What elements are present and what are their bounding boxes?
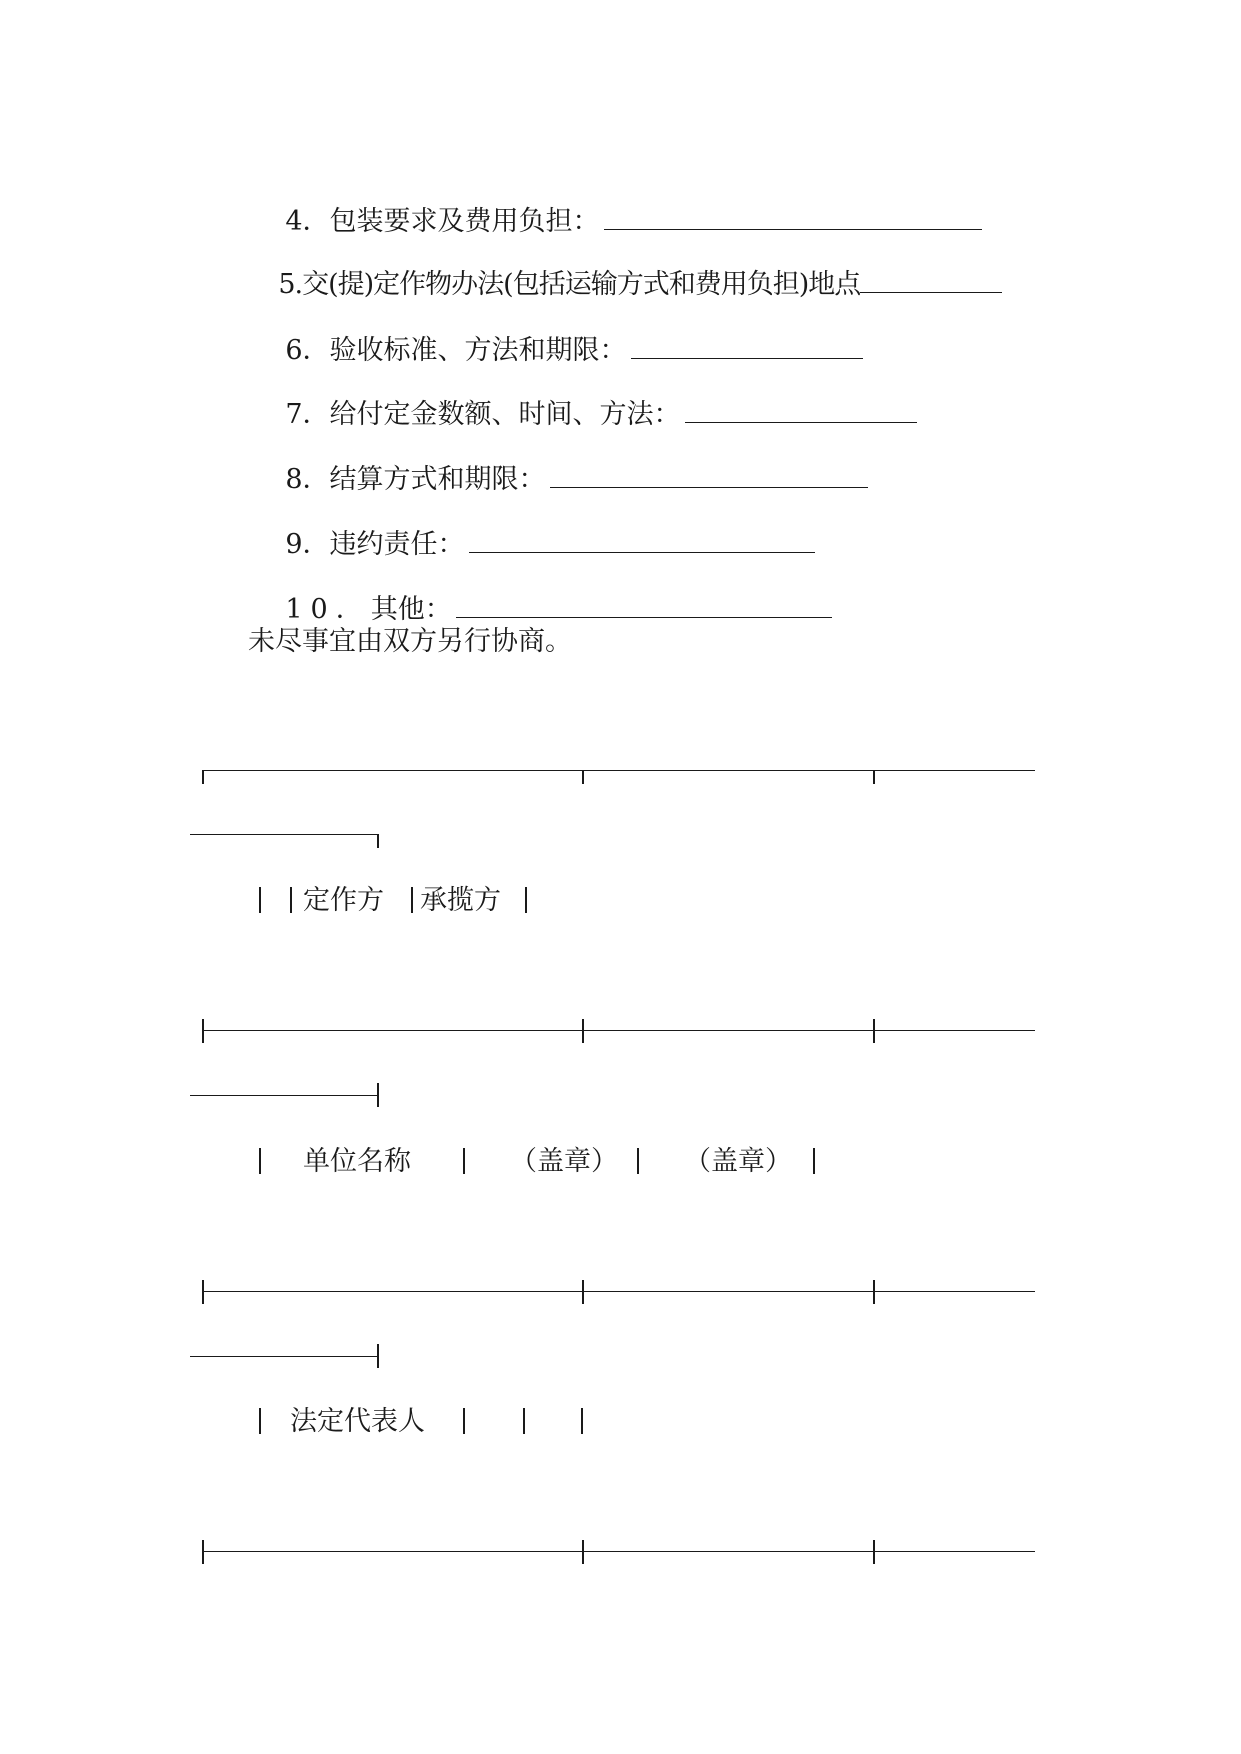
table-divider	[873, 770, 875, 784]
table-bar	[259, 1408, 261, 1434]
table-joint	[377, 1344, 379, 1368]
seal-party-b: （盖章）	[684, 1146, 792, 1177]
clause-label: 给付定金数额、时间、方法：	[329, 399, 681, 430]
table-bar	[813, 1148, 815, 1174]
table-corner	[202, 770, 204, 784]
table-bar	[290, 887, 292, 913]
table-bar	[463, 1148, 465, 1174]
table-joint	[582, 1540, 584, 1564]
table-joint	[582, 1280, 584, 1304]
table-joint	[202, 1280, 204, 1304]
clause-number: 5.	[278, 269, 303, 300]
table-joint	[377, 1083, 379, 1107]
clause-number: 4．	[285, 206, 330, 237]
fill-in-blank[interactable]	[685, 396, 917, 423]
table-bar	[411, 887, 413, 913]
clause-number: 7．	[285, 399, 330, 430]
clause-label: 违约责任：	[329, 529, 465, 560]
table-divider	[582, 770, 584, 784]
clause-number: 10．	[285, 594, 371, 625]
table-bar	[259, 887, 261, 913]
header-party-a: 定作方	[303, 885, 384, 916]
table-row-rule-wrap	[190, 1356, 377, 1357]
table-bar	[637, 1148, 639, 1174]
table-joint	[202, 1540, 204, 1564]
table-bar	[259, 1148, 261, 1174]
table-joint	[873, 1540, 875, 1564]
clause-label: 验收标准、方法和期限：	[329, 335, 627, 366]
legal-rep-label: 法定代表人	[290, 1406, 425, 1437]
fill-in-blank[interactable]	[604, 203, 982, 230]
table-joint	[202, 1019, 204, 1043]
fill-in-blank[interactable]	[469, 526, 815, 553]
clause-label: 其他：	[370, 594, 452, 625]
table-joint	[873, 1019, 875, 1043]
table-row-rule	[202, 1551, 1035, 1552]
table-row-rule	[202, 1291, 1035, 1292]
table-corner	[377, 834, 379, 848]
table-joint	[873, 1280, 875, 1304]
table-row-rule-wrap	[190, 1095, 377, 1096]
fill-in-blank[interactable]	[456, 591, 832, 618]
clause-label: 结算方式和期限：	[329, 464, 546, 495]
header-party-b: 承揽方	[420, 885, 501, 916]
closing-note: 未尽事宜由双方另行协商。	[248, 626, 572, 657]
table-bar	[525, 887, 527, 913]
table-bar	[523, 1408, 525, 1434]
clause-number: 8．	[285, 464, 330, 495]
clause-number: 6．	[285, 335, 330, 366]
clause-label: 包装要求及费用负担：	[329, 206, 600, 237]
seal-party-a: （盖章）	[510, 1146, 618, 1177]
table-joint	[582, 1019, 584, 1043]
unit-name-label: 单位名称	[303, 1146, 411, 1177]
table-bar	[463, 1408, 465, 1434]
table-top-rule-wrap	[190, 834, 377, 835]
clause-number: 9．	[285, 529, 330, 560]
table-top-rule	[202, 770, 1035, 771]
fill-in-blank[interactable]	[550, 461, 868, 488]
table-row-rule	[202, 1030, 1035, 1031]
clause-label: 交(提)定作物办法(包括运输方式和费用负担)地点	[302, 269, 861, 300]
table-bar	[581, 1408, 583, 1434]
fill-in-blank[interactable]	[860, 266, 1002, 293]
fill-in-blank[interactable]	[631, 332, 863, 359]
